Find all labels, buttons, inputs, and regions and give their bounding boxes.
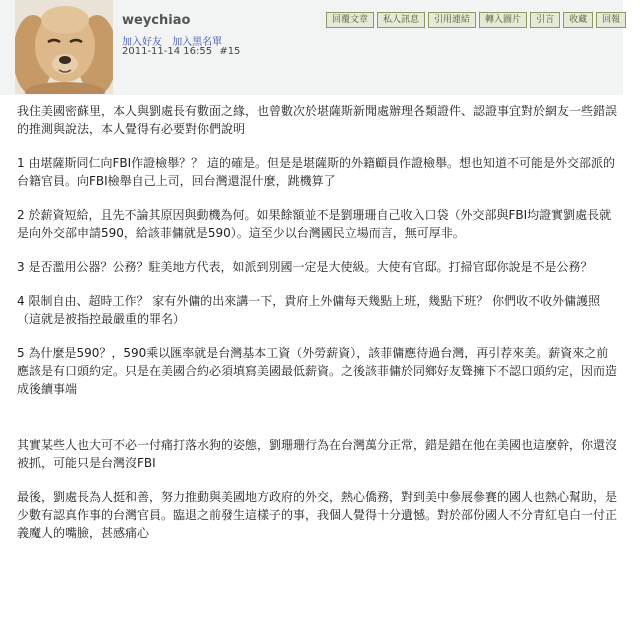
post-meta bbox=[122, 46, 244, 57]
add-friend-link[interactable]: 加入好友 bbox=[122, 37, 162, 48]
post-paragraph: 其實某些人也大可不必一付痛打落水狗的姿態，劉珊珊行為在台灣萬分正常，錯是錯在他在美國也這麼幹，你還沒被抓，可能只是台灣沒FBI bbox=[17, 438, 618, 470]
quote-link-button[interactable]: 引用連結 bbox=[428, 12, 476, 28]
post-number[interactable]: #15 bbox=[219, 46, 241, 57]
avatar[interactable] bbox=[15, 0, 113, 94]
post-paragraph: 3 是否濫用公器？公務？駐美地方代表，如派到別國一定是大使級。大使有官邸。打掃官邸你說是不是公務？ bbox=[17, 260, 593, 274]
post-paragraph: 4 限制自由、超時工作？ 家有外傭的出來講一下，貴府上外傭每天幾點上班，幾點下班？ 你們收不收外傭護照（這就是被指控最嚴重的罪名） bbox=[17, 294, 601, 326]
post-header bbox=[0, 0, 623, 95]
dog-avatar-icon bbox=[15, 0, 113, 94]
username[interactable]: weychiao bbox=[122, 13, 191, 28]
post-body bbox=[17, 102, 617, 558]
favorite-button[interactable]: 收藏 bbox=[563, 12, 593, 28]
post-paragraph: 2 於薪資短給，且先不論其原因與動機為何。如果餘額並不是劉珊珊自己收入口袋（外交部與FBI均證實劉處長就是向外交部申請590，給該菲傭就是590）。這至少以台灣國民立場而言，無可厚非。 bbox=[17, 208, 612, 240]
report-button[interactable]: 回報 bbox=[596, 12, 626, 28]
private-message-button[interactable]: 私人訊息 bbox=[377, 12, 425, 28]
post-toolbar bbox=[326, 12, 626, 28]
post-timestamp: 2011-11-14 16:55 bbox=[122, 46, 213, 57]
post-paragraph: 最後，劉處長為人挺和善，努力推動與美國地方政府的外交，熱心僑務，對到美中參展參賽的國人也熱心幫助，是少數有認真作事的台灣官員。臨退之前發生這樣子的事，我個人覺得十分遺憾。對於部份國人不分青紅皂白一付正義魔人的嘴臉，甚感痛心 bbox=[17, 490, 618, 540]
import-image-button[interactable]: 轉入圖片 bbox=[479, 12, 527, 28]
reply-button[interactable]: 回覆文章 bbox=[326, 12, 374, 28]
post-paragraph: 1 由堪薩斯同仁向FBI作證檢舉？？ 這的確是。但是是堪薩斯的外籍顧員作證檢舉。想也知道不可能是外交部派的台籍官員。向FBI檢舉自己上司，回台灣還混什麼，跳機算了 bbox=[17, 156, 615, 188]
quote-button[interactable]: 引言 bbox=[530, 12, 560, 28]
post-paragraph: 我住美國密蘇里，本人與劉處長有數面之緣，也曾數次於堪薩斯新聞處辦理各類證件、認證事宜對於網友一些錯誤的推測與說法，本人覺得有必要對你們說明 bbox=[17, 104, 618, 136]
post-paragraph: 5 為什麼是590？，590乘以匯率就是台灣基本工資（外勞薪資），該菲傭應待過台灣，再引荐來美。薪資來之前應該是有口頭約定。只是在美國合約必須填寫美國最低薪資。之後該菲傭於同鄉好友聳擁下不認口頭約定，因而造成後續事端 bbox=[17, 346, 618, 396]
add-blacklist-link[interactable]: 加入黑名單 bbox=[172, 37, 223, 48]
